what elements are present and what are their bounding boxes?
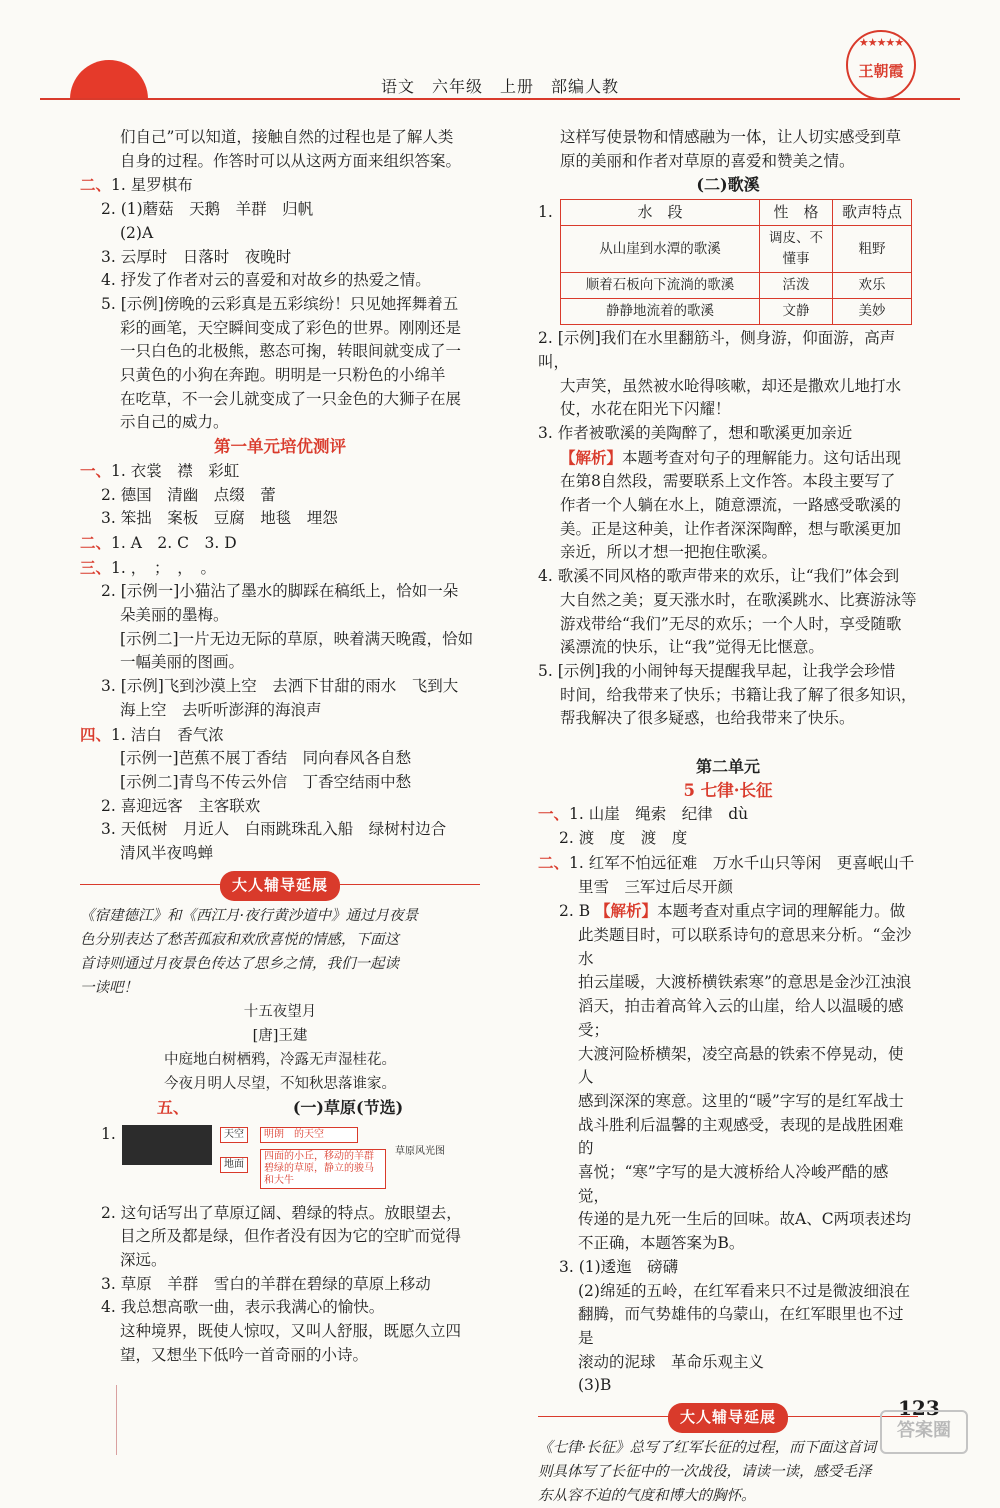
answer-text: 喜悦；“寒”字写的是大渡桥给人冷峻严酷的感觉， (578, 1163, 889, 1205)
answer-text: 4. 歌溪不同风格的歌声带来的欢乐，让“我们”体会到 (538, 567, 900, 586)
answer-text: 东从容不迫的气度和博大的胸怀。 (538, 1488, 756, 1505)
answer-text: 在第8自然段，需要联系上文作答。本段主要写了 (560, 472, 896, 491)
answer-text: 2. (1)蘑菇 天鹅 羊群 归帆 (101, 200, 314, 219)
answer-line (80, 269, 480, 293)
answer-text: 2. 德国 清幽 点缀 蕾 (101, 485, 276, 504)
answer-line (538, 541, 918, 565)
answer-text: 里雪 三军过后尽开颜 (578, 877, 734, 896)
answer-line (80, 628, 480, 652)
answer-text: 们自己”可以知道，接触自然的过程也是了解人类 (120, 128, 454, 146)
answer-line (538, 1161, 918, 1208)
answer-line (80, 699, 480, 723)
answer-line (80, 1072, 480, 1096)
answer-text: 2. B (559, 902, 596, 921)
answer-line (538, 173, 918, 197)
answer-text: 游戏带给“我们”无尽的欢乐；一个人时，享受随歌 (560, 614, 902, 633)
answer-text: 1. A 2. C 3. D (111, 533, 237, 552)
logo-stars-icon: ★★★★★ (858, 36, 904, 49)
answer-line (538, 494, 918, 518)
answer-line (538, 470, 918, 494)
answer-line (80, 364, 480, 388)
table-row (561, 226, 912, 273)
figure-label-hill: 地面 (220, 1157, 248, 1173)
table-header-cell: 歌声特点 (833, 200, 912, 226)
answer-line (538, 876, 918, 900)
answer-line (538, 446, 918, 471)
analysis-label: 【解析】 (560, 447, 623, 467)
answer-line (538, 518, 918, 542)
answer-text: 1. 山崖 绳索 纪律 dù (569, 805, 749, 824)
answer-text: 大声笑，虽然被水呛得咳嗽，却还是撒欢儿地打水 (560, 376, 902, 395)
answer-line (80, 388, 480, 412)
answer-line (80, 1202, 480, 1226)
section-number: 一、 (80, 460, 112, 480)
answer-line (80, 976, 480, 1000)
guidance-banner (538, 1401, 918, 1433)
answer-line (80, 723, 480, 748)
answer-line (538, 660, 918, 684)
answer-text: 3. 草原 羊群 雪白的羊群在碧绿的草原上移动 (101, 1274, 431, 1293)
answer-text: 5. [示例]傍晚的云彩真是五彩缤纷！只见她挥舞着五 (101, 294, 459, 313)
answer-text: 翻腾，而气势雄伟的乌蒙山，在红军眼里也不过是 (578, 1305, 904, 1347)
answer-line (80, 604, 480, 628)
answer-text: 在吃草，不一会儿就变成了一只金色的大狮子在展 (120, 389, 462, 408)
section-number: 二、 (80, 175, 112, 195)
answer-text: 1. 洁白 香气浓 (111, 725, 224, 744)
table-row (561, 273, 912, 299)
answer-text: [示例一]芭蕉不展丁香结 同向春风各自愁 (120, 749, 412, 768)
answer-line (80, 531, 480, 556)
answer-text: 1. 红军不怕远征难 万水千山只等闲 更喜岷山千 (569, 853, 915, 872)
answer-text: 大自然之美；夏天涨水时，在歌溪跳水、比赛游泳等 (560, 590, 917, 609)
answer-line (80, 771, 480, 795)
spacer (538, 731, 918, 755)
answer-text: (一)草原(节选) (180, 1097, 404, 1117)
answer-line (538, 779, 918, 803)
answer-text: 不正确，本题答案为B。 (578, 1234, 745, 1253)
answer-text: 清风半夜鸣蝉 (120, 844, 214, 863)
answer-text: 作者一个人躺在水上，随意漂流，一路感受歌溪的 (560, 496, 902, 515)
watermark-logo: 答案圈 (880, 1410, 968, 1454)
answer-text: 3. 笨拙 案板 豆腐 地毯 埋怨 (101, 509, 338, 528)
answer-line (80, 1000, 480, 1024)
answer-line (538, 827, 918, 851)
table-cell: 文静 (760, 299, 833, 325)
answer-text: (2)绵延的五岭，在红军看来只不过是微波细浪在 (578, 1281, 910, 1300)
answer-line (80, 198, 480, 222)
answer-text: 仗，水花在阳光下闪耀！ (560, 400, 731, 419)
answer-line (538, 1351, 918, 1375)
figure-label-sky: 天空 (220, 1127, 248, 1143)
answer-line (538, 1208, 918, 1232)
answer-line (538, 755, 918, 779)
answer-line (80, 675, 480, 699)
answer-text: 3. (1)逶迤 磅礴 (559, 1257, 679, 1276)
answer-line (538, 375, 918, 399)
answer-text: 十五夜望月 (243, 1003, 317, 1020)
grassland-photo (122, 1125, 212, 1165)
answer-text: 滔天，拍击着高耸入云的山崖，给人以温暖的感受； (578, 997, 904, 1039)
table-header-cell: 性 格 (760, 200, 833, 226)
answer-line (80, 651, 480, 675)
page-edge (116, 1385, 117, 1455)
answer-text: 1. ， ； ， 。 (111, 558, 216, 577)
answer-line (80, 795, 480, 819)
answer-text: 海上空 去听听澎湃的海浪声 (120, 700, 322, 719)
answer-text: 此类题目时，可以联系诗句的意思来分析。“金沙水 (578, 925, 912, 968)
answer-text: 本题考查对句子的理解能力。这句话出现 (622, 448, 902, 467)
answer-text: 传递的是九死一生后的回味。故A、C两项表述均 (578, 1210, 912, 1229)
answer-line (80, 411, 480, 435)
answer-line (80, 842, 480, 866)
answer-text: 望，又想坐下低吟一首奇丽的小诗。 (120, 1345, 369, 1364)
answer-line (80, 484, 480, 508)
logo-text: 王朝霞 (858, 62, 904, 80)
banner-label: 大人辅导延展 (668, 1403, 788, 1433)
answer-line (80, 126, 480, 150)
right-column-intro (538, 126, 918, 197)
answer-text: 2. 这句话写出了草原辽阔、碧绿的特点。放眼望去， (101, 1203, 462, 1222)
answer-line (538, 707, 918, 731)
answer-text: 战斗胜利后温馨的主观感受，表现的是战胜困难的 (578, 1115, 904, 1158)
figure-label-hill-line2: 碧绿的草原，静立的骏马和大牛 (264, 1162, 374, 1186)
answer-text: 这种境界，既使人惊叹，又叫人舒服，既愿久立四 (120, 1322, 462, 1341)
section-number: 一、 (538, 804, 570, 824)
answer-line (538, 422, 918, 446)
answer-line (538, 1090, 918, 1114)
table-cell: 静静地流着的歌溪 (561, 299, 760, 325)
answer-line (538, 327, 918, 374)
figure-caption: 草原风光图 (395, 1145, 445, 1157)
right-column-answers (538, 327, 918, 1508)
answer-line (538, 1436, 918, 1460)
answer-text: 第一单元培优测评 (214, 437, 346, 457)
answer-text: 2. [示例]我们在水里翻筋斗，侧身游，仰面游，高声叫， (538, 329, 896, 371)
analysis-label: 【解析】 (595, 901, 658, 921)
answer-text: 自身的过程。作答时可以从这两方面来组织答案。 (120, 151, 462, 170)
answer-line (538, 802, 918, 827)
answer-line (538, 1460, 918, 1484)
answer-line (538, 971, 918, 995)
answer-text: 这样写使景物和情感融为一体，让人切实感受到草 (560, 128, 902, 146)
table-header-row (561, 200, 912, 226)
answer-text: 帮我解决了很多疑惑，也给我带来了快乐。 (560, 709, 855, 728)
answer-text: 深远。 (120, 1250, 167, 1269)
grassland-figure (80, 1123, 480, 1199)
answer-line (80, 222, 480, 246)
answer-text: 2. 渡 度 渡 度 (559, 829, 688, 848)
figure-label-sky-desc: 明朗 的天空 (260, 1127, 358, 1143)
answer-line (80, 1225, 480, 1249)
answer-line (538, 1303, 918, 1350)
answer-text: 示自己的威力。 (120, 413, 229, 432)
answer-line (80, 1048, 480, 1072)
answer-line (538, 589, 918, 613)
table-row (561, 299, 912, 325)
answer-line (80, 818, 480, 842)
answer-text: 只黄色的小狗在奔跑。明明是一只粉色的小绵羊 (120, 366, 446, 385)
answer-text: 一读吧！ (80, 979, 138, 996)
section-number: 三、 (80, 557, 112, 577)
answer-line (538, 1232, 918, 1256)
answer-line (538, 899, 918, 924)
answer-text: 彩的画笔，天空瞬间变成了彩色的世界。刚刚还是 (120, 318, 462, 337)
answer-text: 5. [示例]我的小闹钟每天提醒我早起，让我学会珍惜 (538, 661, 896, 680)
table-cell: 调皮、不懂事 (760, 226, 833, 273)
answer-text: 3. 天低树 月近人 白雨跳珠乱入船 绿树村边合 (101, 820, 447, 839)
answer-text: 溪漂流的快乐，让“我”觉得无比惬意。 (560, 638, 824, 657)
answer-line (80, 928, 480, 952)
answer-line (80, 459, 480, 484)
answer-text: (二)歌溪 (696, 175, 760, 195)
answer-text: 亲近，所以才想一把抱住歌溪。 (560, 543, 778, 562)
section-number: 四、 (80, 724, 112, 744)
table-cell: 粗野 (833, 226, 912, 273)
answer-text: 3. 云厚时 日落时 夜晚时 (101, 247, 292, 266)
header-rule (40, 98, 960, 100)
table-cell: 从山崖到水潭的歌溪 (561, 226, 760, 273)
answer-line (80, 747, 480, 771)
answer-line (80, 1249, 480, 1273)
answer-line (538, 1114, 918, 1161)
left-column (80, 126, 480, 1367)
answer-line (538, 1280, 918, 1304)
answer-line (80, 507, 480, 531)
banner-label: 大人辅导延展 (220, 871, 340, 901)
answer-line (80, 904, 480, 928)
answer-line (80, 173, 480, 198)
answer-text: 目之所及都是绿，但作者没有因为它的空旷而觉得 (120, 1227, 462, 1246)
answer-text: 2. 喜迎远客 主客联欢 (101, 796, 261, 815)
answer-text: 原的美丽和作者对草原的喜爱和赞美之情。 (560, 151, 855, 170)
answer-line (538, 613, 918, 637)
answer-line (80, 952, 480, 976)
answer-text: 本题考查对重点字词的理解能力。做 (657, 902, 906, 921)
answer-line (80, 150, 480, 174)
answer-line (80, 435, 480, 459)
answer-text: 中庭地白树栖鸦，冷露无声湿桂花。 (164, 1051, 396, 1068)
answer-line (80, 1273, 480, 1297)
answer-text: 滚动的泥球 革命乐观主义 (578, 1352, 765, 1371)
answer-text: 3. [示例]飞到沙漠上空 去洒下甘甜的雨水 飞到大 (101, 677, 459, 696)
section-number: 二、 (80, 532, 112, 552)
answer-line (538, 150, 918, 174)
answer-text: 《七律·长征》总写了红军长征的过程，而下面这首词 (538, 1440, 877, 1457)
answer-line (538, 995, 918, 1042)
answer-line (80, 580, 480, 604)
answer-text: 今夜月明人尽望，不知秋思落谁家。 (164, 1075, 396, 1092)
answer-line (538, 684, 918, 708)
answer-line (80, 317, 480, 341)
song-stream-table-block (538, 199, 918, 325)
answer-line (80, 1296, 480, 1320)
answer-text: 1. 星罗棋布 (111, 176, 193, 195)
figure-label-hill-desc (260, 1149, 386, 1189)
answer-line (80, 1096, 480, 1120)
right-column (538, 126, 918, 1508)
figure-label-hill-line1: 四面的小丘，移动的羊群 (264, 1150, 374, 1162)
answer-text: [唐]王建 (252, 1027, 308, 1044)
answer-text: 感到深深的寒意。这里的“暖”字写的是红军战士 (578, 1091, 904, 1110)
answer-line (538, 924, 918, 971)
answer-text: 则具体写了长征中的一次战役，请读一读，感受毛泽 (538, 1464, 872, 1481)
page-number: 123 (898, 1396, 940, 1420)
answer-text: 时间，给我带来了快乐；书籍让我了解了很多知识， (560, 685, 917, 704)
answer-text: 3. 作者被歌溪的美陶醉了，想和歌溪更加亲近 (538, 423, 853, 442)
answer-line (538, 126, 918, 150)
answer-text: 第二单元 (695, 757, 760, 777)
answer-text: 《宿建德江》和《西江月·夜行黄沙道中》通过月夜景 (80, 907, 419, 924)
table-cell: 活泼 (760, 273, 833, 299)
answer-line (80, 246, 480, 270)
answer-text: 5 七律·长征 (683, 780, 773, 800)
section-number: 二、 (538, 852, 570, 872)
answer-line (538, 565, 918, 589)
publisher-logo (846, 30, 916, 100)
answer-line (80, 556, 480, 581)
answer-line (538, 1374, 918, 1398)
table-cell: 美妙 (833, 299, 912, 325)
answer-text: 2. [示例一]小猫沾了墨水的脚踩在稿纸上，恰如一朵 (101, 582, 459, 601)
answer-line (80, 1320, 480, 1344)
answer-text: 一幅美丽的图画。 (120, 653, 245, 672)
answer-line (538, 398, 918, 422)
answer-text: [示例二]一片无边无际的草原，映着满天晚霞，恰如 (120, 629, 474, 648)
answer-text: 美。正是这种美，让作者深深陶醉，想与歌溪更加 (560, 519, 902, 538)
answer-line (80, 340, 480, 364)
answer-text: 大渡河险桥横架，凌空高悬的铁索不停晃动，使人 (578, 1044, 904, 1087)
answer-line (538, 1484, 918, 1508)
answer-text: 首诗则通过月夜景色传达了思乡之情，我们一起读 (80, 955, 399, 972)
page-header-title: 语文 六年级 上册 部编人教 (380, 77, 619, 96)
answer-text: 一只白色的北极熊，憨态可掬，转眼间就变成了一 (120, 342, 462, 361)
answer-text: 拍云崖暖，大渡桥横铁索寒”的意思是金沙江浊浪 (578, 973, 912, 992)
guidance-banner (80, 869, 480, 901)
answer-line (80, 1344, 480, 1368)
answer-line (80, 1024, 480, 1048)
answer-text: [示例二]青鸟不传云外信 丁香空结雨中愁 (120, 772, 412, 791)
table-cell: 欢乐 (833, 273, 912, 299)
section-number: 五、 (156, 1097, 181, 1117)
answer-text: 4. 我总想高歌一曲，表示我满心的愉快。 (101, 1298, 385, 1317)
answer-line (80, 293, 480, 317)
answer-line (538, 1256, 918, 1280)
answer-text: (3)B (578, 1376, 612, 1395)
table-header-cell: 水 段 (561, 200, 760, 226)
figure-question-number: 1. (101, 1124, 116, 1143)
table-question-number: 1. (538, 203, 553, 222)
answer-line (538, 851, 918, 876)
song-stream-table (560, 199, 912, 325)
answer-text: 4. 抒发了作者对云的喜爱和对故乡的热爱之情。 (101, 271, 431, 290)
answer-line (538, 636, 918, 660)
answer-text: 色分别表达了愁苦孤寂和欢欣喜悦的情感，下面这 (80, 931, 399, 948)
answer-text: 1. 衣裳 襟 彩虹 (111, 461, 240, 480)
answer-line (538, 1043, 918, 1090)
table-cell: 顺着石板向下流淌的歌溪 (561, 273, 760, 299)
answer-text: (2)A (120, 223, 154, 242)
answer-text: 朵美丽的墨梅。 (120, 606, 229, 625)
